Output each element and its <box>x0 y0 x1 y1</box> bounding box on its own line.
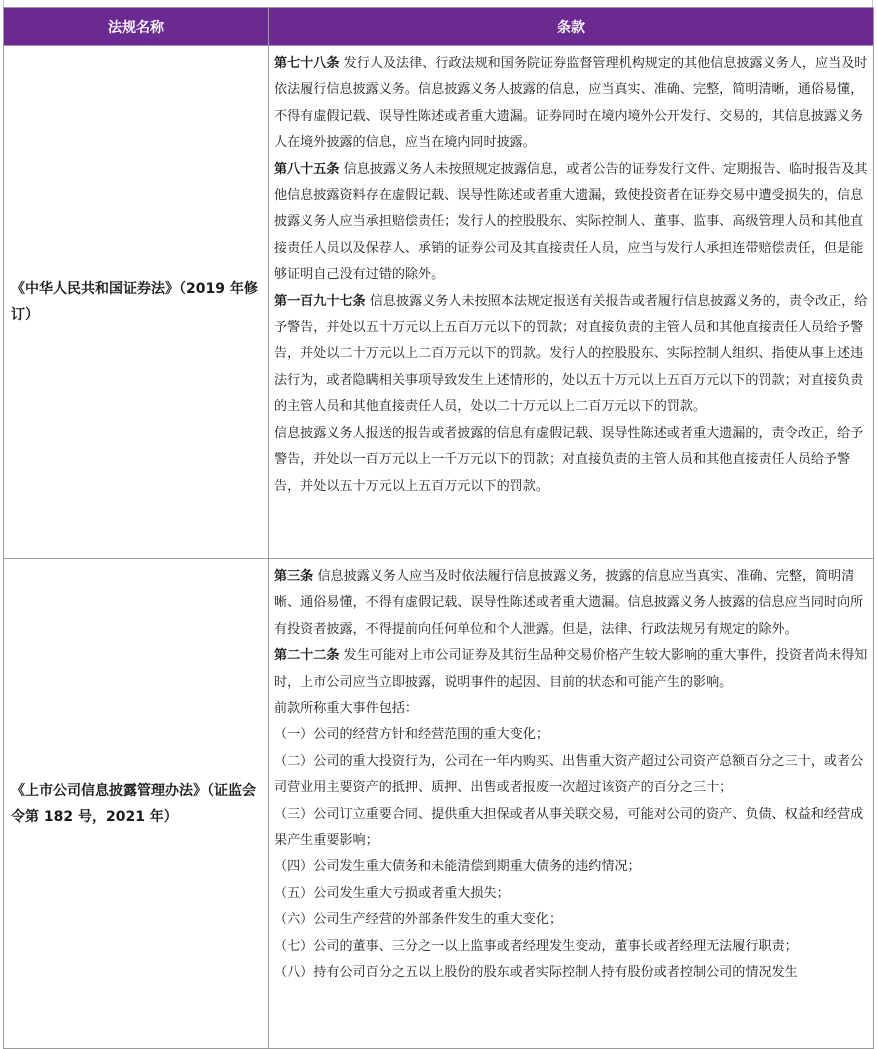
clauses-cell <box>269 46 874 559</box>
clause-text: 信息披露义务人报送的报告或者披露的信息有虚假记载、误导性陈述或者重大遗漏的，责令改正，给予警告，并处以一百万元以上一千万元以下的罚款；对直接负责的主管人员和其他直接责任人员给予警告，并处以五十万元以上五百万元以下的罚款。 <box>274 425 864 494</box>
law-name-cell: 《上市公司信息披露管理办法》（证监会令第 182 号，2021 年） <box>4 559 269 1049</box>
table-row <box>4 559 874 1049</box>
document-page <box>3 0 873 1049</box>
law-name-cell: 《中华人民共和国证券法》（2019 年修订） <box>4 46 269 559</box>
article-number: 第二十二条 <box>274 648 340 664</box>
clause-paragraph <box>274 421 870 500</box>
article-number: 第三条 <box>274 569 314 584</box>
clause-paragraph <box>274 51 870 157</box>
clause-paragraph <box>274 934 870 960</box>
clauses-cell <box>269 559 874 1049</box>
clause-paragraph <box>274 749 870 802</box>
clause-paragraph <box>274 643 870 696</box>
clause-text: （四）公司发生重大债务和未能清偿到期重大债务的违约情况； <box>274 859 641 875</box>
clause-paragraph <box>274 854 870 880</box>
header-law-name: 法规名称 <box>4 8 269 46</box>
table-header-row <box>4 8 874 46</box>
article-number: 第七十八条 <box>274 56 340 71</box>
clause-text: 发行人及法律、行政法规和国务院证券监督管理机构规定的其他信息披露义务人，应当及时依法履行信息披露义务。信息披露义务人披露的信息，应当真实、准确、完整，简明清晰，通俗易懂，不得有虚假记载、误导性陈述或者重大遗漏。证券同时在境内境外公开发行、交易的，其信息披露义务人在境外披露的信息，应当在境内同时披露。 <box>274 56 868 151</box>
clause-text: （一）公司的经营方针和经营范围的重大变化； <box>274 727 549 743</box>
table-top-continuation <box>3 0 873 7</box>
clause-paragraph <box>274 289 870 421</box>
clause-text: （六）公司生产经营的外部条件发生的重大变化； <box>274 912 563 928</box>
table-row <box>4 46 874 559</box>
regulations-table <box>3 7 874 1049</box>
clause-text: （七）公司的董事、三分之一以上监事或者经理发生变动，董事长或者经理无法履行职责； <box>274 938 798 954</box>
article-number: 第八十五条 <box>274 161 340 177</box>
clause-paragraph <box>274 907 870 933</box>
clause-text: 信息披露义务人未按照本法规定报送有关报告或者履行信息披露义务的，责令改正，给予警告，并处以五十万元以上五百万元以下的罚款；对直接负责的主管人员和其他直接责任人员给予警告，并处以二十万元以上二百万元以下的罚款。发行人的控股股东、实际控制人组织、指使从事上述违法行为，或者隐瞒相关事项导致发生上述情形的，处以五十万元以上五百万元以下的罚款；对直接负责的主管人员和其他直接责任人员，处以二十万元以上二百万元以下的罚款。 <box>274 293 868 415</box>
clause-text: 信息披露义务人未按照规定披露信息，或者公告的证券发行文件、定期报告、临时报告及其他信息披露资料存在虚假记载、误导性陈述或者重大遗漏，致使投资者在证券交易中遭受损失的，信息披露义务人应当承担赔偿责任；发行人的控股股东、实际控制人、董事、监事、高级管理人员和其他直接责任人员以及保荐人、承销的证券公司及其直接责任人员，应当与发行人承担连带赔偿责任，但是能够证明自己没有过错的除外。 <box>274 161 868 283</box>
clause-paragraph <box>274 157 870 289</box>
clause-paragraph <box>274 881 870 907</box>
clause-text: （五）公司发生重大亏损或者重大损失； <box>274 885 510 901</box>
clause-text: （二）公司的重大投资行为，公司在一年内购买、出售重大资产超过公司资产总额百分之三十，或者公司营业用主要资产的抵押、质押、出售或者报废一次超过该资产的百分之三十； <box>274 753 864 796</box>
clause-text: 前款所称重大事件包括： <box>274 701 419 717</box>
clause-paragraph <box>274 722 870 748</box>
clause-paragraph <box>274 960 870 986</box>
article-number: 第一百九十七条 <box>274 293 366 309</box>
header-clauses: 条款 <box>269 8 874 46</box>
clause-text: （三）公司订立重要合同、提供重大担保或者从事关联交易，可能对公司的资产、负债、权益和经营成果产生重要影响； <box>274 806 864 849</box>
clause-paragraph <box>274 696 870 722</box>
clause-text: （八）持有公司百分之五以上股份的股东或者实际控制人持有股份或者控制公司的情况发生 <box>274 965 798 981</box>
clause-paragraph <box>274 802 870 855</box>
clause-paragraph <box>274 564 870 643</box>
clause-text: 发生可能对上市公司证券及其衍生品种交易价格产生较大影响的重大事件，投资者尚未得知时，上市公司应当立即披露，说明事件的起因、目前的状态和可能产生的影响。 <box>274 648 868 690</box>
clause-text: 信息披露义务人应当及时依法履行信息披露义务，披露的信息应当真实、准确、完整，简明清晰、通俗易懂，不得有虚假记载、误导性陈述或者重大遗漏。信息披露义务人披露的信息应当同时向所有投资者披露，不得提前向任何单位和个人泄露。但是，法律、行政法规另有规定的除外。 <box>274 569 864 637</box>
